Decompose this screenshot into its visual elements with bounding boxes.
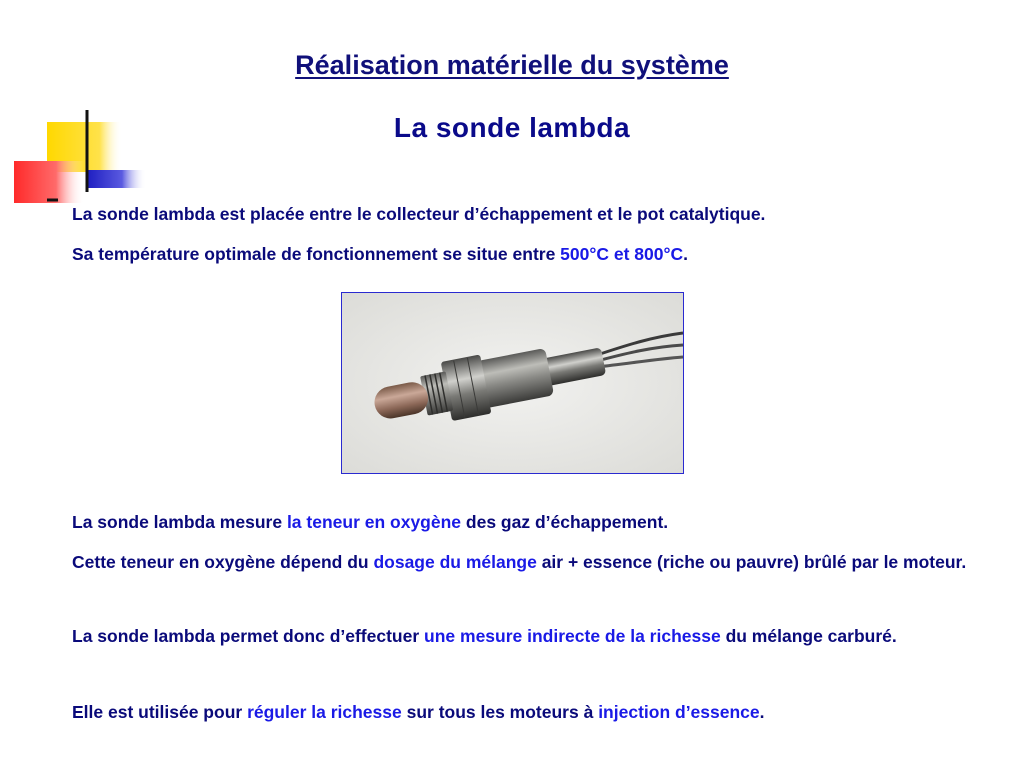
paragraph-4-prefix: Elle est utilisée pour — [72, 702, 248, 722]
paragraph-1 — [72, 505, 980, 539]
paragraph-3 — [72, 619, 980, 653]
paragraph-1-suffix: des gaz d’échappement. — [461, 512, 669, 532]
paragraph-4-highlight-1: réguler la richesse — [247, 702, 402, 722]
paragraph-3-prefix: La sonde lambda permet donc d’effectuer — [72, 626, 425, 646]
paragraph-1-prefix: La sonde lambda mesure — [72, 512, 287, 532]
paragraph-2-prefix: Cette teneur en oxygène dépend du — [72, 552, 374, 572]
paragraph-4 — [72, 695, 980, 729]
paragraph-4-suffix: . — [759, 702, 765, 722]
paragraph-2-suffix: air + essence (riche ou pauvre) brûlé par le moteur. — [536, 552, 967, 572]
intro-line-2-prefix: Sa température optimale de fonctionnement se situe entre — [72, 244, 561, 264]
paragraph-4-middle: sur tous les moteurs à — [401, 702, 599, 722]
paragraph-2-highlight: dosage du mélange — [373, 552, 537, 572]
paragraph-1-highlight: la teneur en oxygène — [286, 512, 462, 532]
lambda-sensor-photo — [341, 292, 684, 474]
paragraph-3-highlight: une mesure indirecte de la richesse — [424, 626, 721, 646]
intro-line-1 — [72, 197, 980, 231]
temperature-range: 500°C et 800°C — [560, 244, 684, 264]
paragraph-3-suffix: du mélange carburé. — [720, 626, 897, 646]
deco-blue-block — [86, 170, 146, 188]
page-subtitle: La sonde lambda — [393, 112, 631, 143]
paragraph-4-highlight-2: injection d’essence — [598, 702, 760, 722]
paragraph-2 — [72, 545, 980, 579]
page-title: Réalisation matérielle du système — [295, 50, 729, 80]
intro-line-1-text: La sonde lambda est placée entre le collecteur d’échappement et le pot catalytique. — [72, 204, 766, 224]
intro-line-2 — [72, 237, 980, 271]
intro-line-2-suffix: . — [683, 244, 688, 264]
lambda-sensor-illustration — [342, 293, 683, 473]
